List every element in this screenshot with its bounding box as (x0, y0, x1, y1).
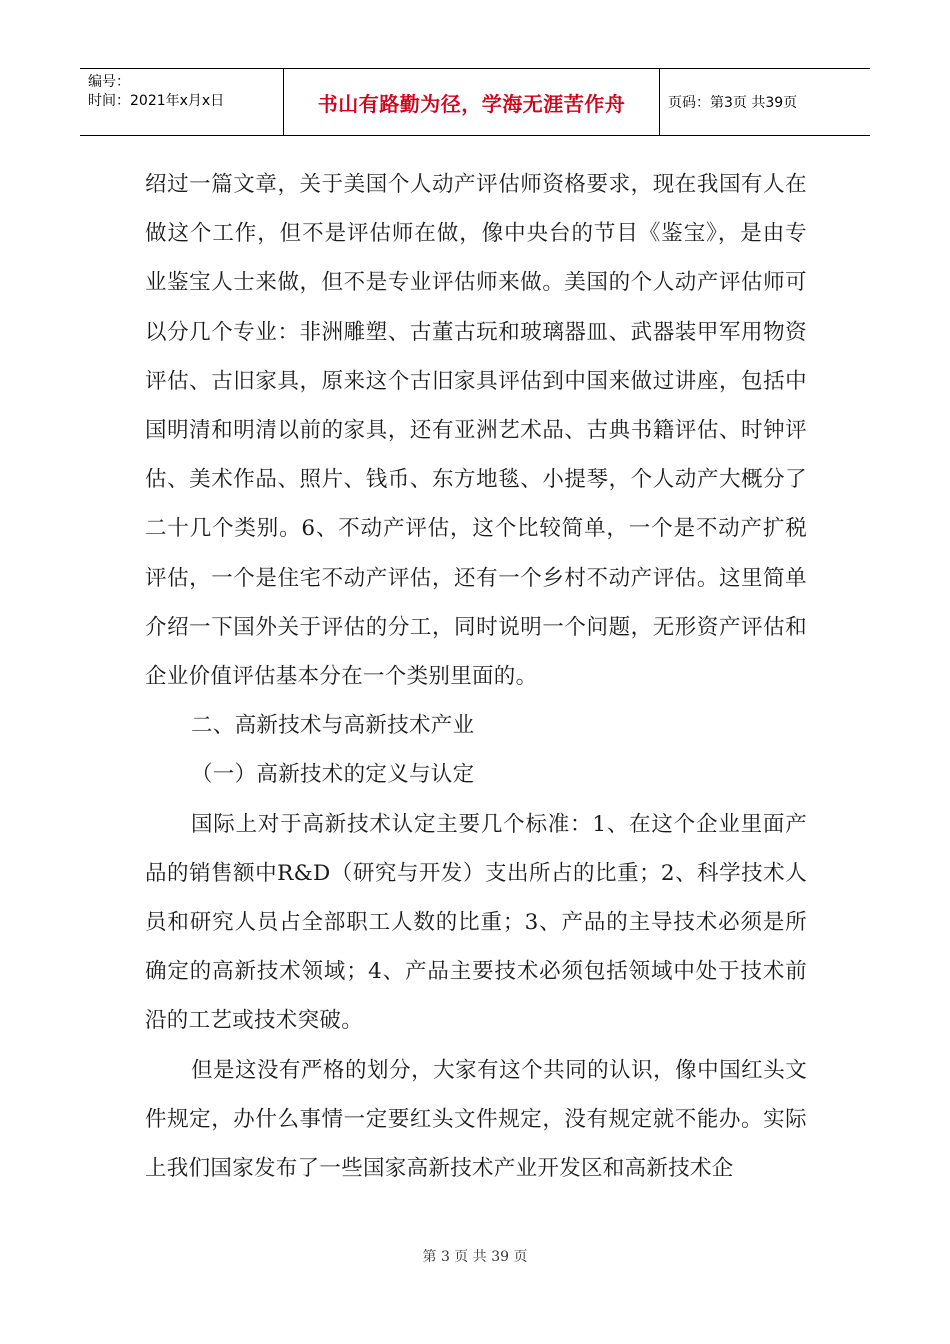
page-header (80, 68, 870, 136)
date-label: 时间：2021年x月x日 (88, 93, 225, 109)
section-heading: 二、高新技术与高新技术产业 (191, 713, 475, 739)
header-meta-cell (80, 69, 284, 135)
page-footer: 第 3 页 共 39 页 (422, 1249, 528, 1265)
header-motto: 书山有路勤为径，学海无涯苦作舟 (284, 69, 660, 135)
document-body (145, 160, 807, 1193)
body-paragraph: 国际上对于高新技术认定主要几个标准：1、在这个企业里面产品的销售额中R&D（研究与开发）支出所占的比重；2、科学技术人员和研究人员占全部职工人数的比重；3、产品的主导技术必须是所确定的高新技术领域；4、产品主要技术必须包括领域中处于技术前沿的工艺或技术突破。 (145, 811, 807, 1034)
doc-number-label: 编号： (88, 74, 130, 90)
header-page-info: 页码：第3页 共39页 (668, 95, 798, 111)
body-paragraph: 绍过一篇文章，关于美国个人动产评估师资格要求，现在我国有人在做这个工作，但不是评估师在做，像中央台的节目《鉴宝》，是由专业鉴宝人士来做，但不是专业评估师来做。美国的个人动产评估师可以分几个专业：非洲雕塑、古董古玩和玻璃器皿、武器装甲军用物资评估、古旧家具，原来这个古旧家具评估到中国来做过讲座，包括中国明清和明清以前的家具，还有亚洲艺术品、古典书籍评估、时钟评估、美术作品、照片、钱币、东方地毯、小提琴，个人动产大概分了二十几个类别。6、不动产评估，这个比较简单，一个是不动产扩税评估，一个是住宅不动产评估，还有一个乡村不动产评估。这里简单介绍一下国外关于评估的分工，同时说明一个问题，无形资产评估和企业价值评估基本分在一个类别里面的。 (145, 172, 807, 690)
subsection-heading: （一）高新技术的定义与认定 (191, 762, 475, 788)
body-paragraph: 但是这没有严格的划分，大家有这个共同的认识，像中国红头文件规定，办什么事情一定要红头文件规定，没有规定就不能办。实际上我们国家发布了一些国家高新技术产业开发区和高新技术企 (145, 1057, 807, 1182)
